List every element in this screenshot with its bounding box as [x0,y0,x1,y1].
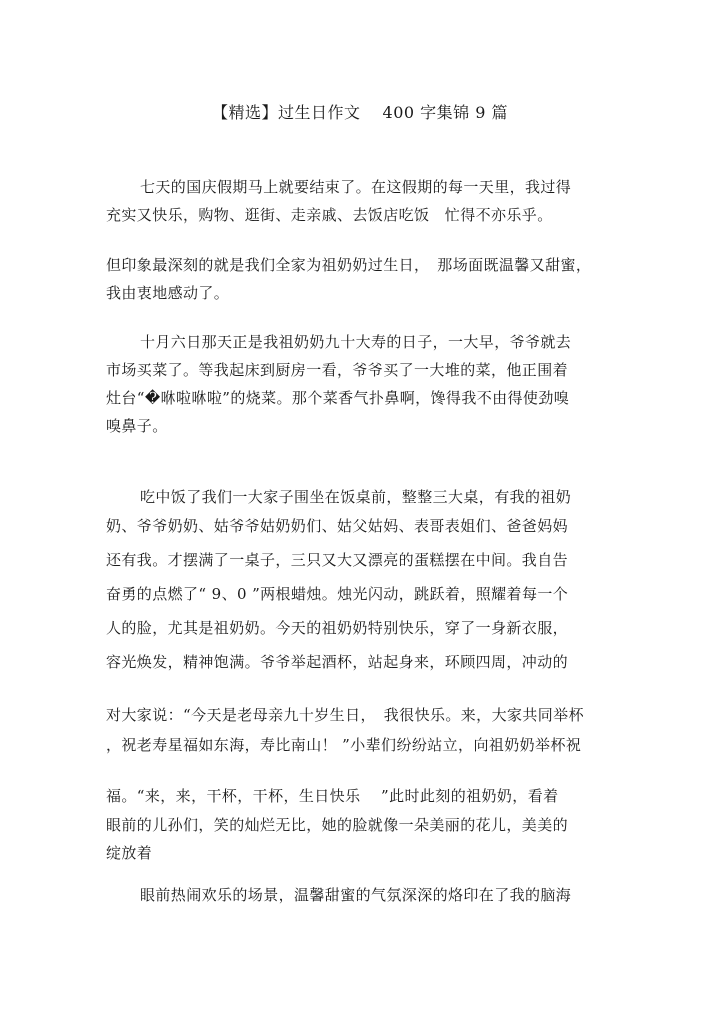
text-line: 灶台“�咻啦咻啦”的烧菜。那个菜香气扑鼻啊，馋得我不由得使劲嗅 [106,389,570,407]
text-line: 吃中饭了我们一大家子围坐在饭桌前，整整三大桌，有我的祖奶 [140,488,572,506]
text-line: 嗅鼻子。 [106,417,168,435]
text-line: 眼前热闹欢乐的场景，温馨甜蜜的气氛深深的烙印在了我的脑海 [140,886,572,904]
text-line: ，祝老寿星福如东海，寿比南山！ ”小辈们纷纷站立，向祖奶奶举杯祝 [106,736,582,754]
text-line: 容光焕发，精神饱满。爷爷举起酒杯，站起身来，环顾四周，冲动的 [106,653,569,671]
text-line: 人的脸，尤其是祖奶奶。今天的祖奶奶特别快乐，穿了一身新衣服， [106,619,569,637]
text-line: 奶、爷爷奶奶、姑爷爷姑奶奶们、姑父姑妈、表哥表姐们、爸爸妈妈 [106,517,569,535]
text-line: 绽放着 [106,844,153,862]
text-line: 我由衷地感动了。 [106,284,230,302]
text-line: 十月六日那天正是我祖奶奶九十大寿的日子，一大早，爷爷就去 [140,333,572,351]
text-line: 奋勇的点燃了“ 9、0 ”两根蜡烛。烛光闪动，跳跃着，照耀着每一个 [106,585,569,603]
document-title: 【精选】过生日作文 400 字集锦 9 篇 [211,103,509,122]
text-line: 眼前的儿孙们，笑的灿烂无比，她的脸就像一朵美丽的花儿，美美的 [106,816,569,834]
text-line: 福。“来，来，干杯，干杯，生日快乐 ”此时此刻的祖奶奶，看着 [106,787,559,805]
text-line: 对大家说：“今天是老母亲九十岁生日， 我很快乐。来，大家共同举杯 [106,706,584,724]
text-line: 还有我。才摆满了一桌子，三只又大又漂亮的蛋糕摆在中间。我自告 [106,551,569,569]
text-line: 但印象最深刻的就是我们全家为祖奶奶过生日， 那场面既温馨又甜蜜， [106,256,592,274]
text-line: 市场买菜了。等我起床到厨房一看，爷爷买了一大堆的菜，他正围着 [106,361,569,379]
text-line: 充实又快乐，购物、逛街、走亲戚、去饭店吃饭 忙得不亦乐乎。 [106,206,553,224]
text-line: 七天的国庆假期马上就要结束了。在这假期的每一天里，我过得 [140,178,572,196]
